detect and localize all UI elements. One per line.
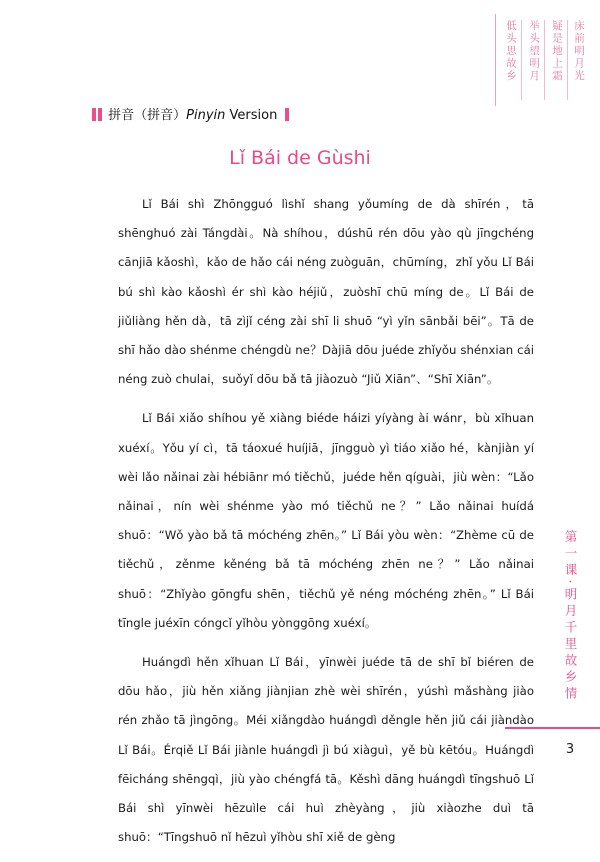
header-bar-marker xyxy=(98,108,102,121)
section-header-prefix: 拼音（拼音） xyxy=(108,108,187,123)
chapter-side-title: 第一课·明月千里故乡情 xyxy=(563,530,578,703)
page-title: Lǐ Bái de Gùshi xyxy=(229,147,371,169)
section-header-suffix: Version xyxy=(225,108,278,123)
decorative-poem-block xyxy=(495,14,592,106)
poem-divider xyxy=(521,20,522,100)
poem-line-1: 床前明月光 xyxy=(573,20,585,83)
page-number: 3 xyxy=(565,742,575,757)
body-text xyxy=(118,190,534,862)
poem-line-2: 疑是地上霜 xyxy=(551,20,563,83)
header-bar-marker xyxy=(92,108,96,121)
poem-divider xyxy=(544,20,545,100)
paragraph-2: Lǐ Bái xiǎo shíhou yě xiàng biéde háizi yíyàng ài wánr，bù xǐhuan xuéxí。Yǒu yí cì，tā táoxué huíjiā，jīngguò yì tiáo xiǎo hé，kànjiàn yí wèi lǎo nǎinai zài hébiānr mó tiěchǔ，juéde hěn qíguài，jiù wèn：“Lǎo nǎinai，nín wèi shénme yào mó tiěchǔ ne？” Lǎo nǎinai huídá shuō：“Wǒ yào bǎ tā móchéng zhēn。” Lǐ Bái yòu wèn：“Zhème cū de tiěchǔ，zěnme kěnéng bǎ tā móchéng zhēn ne？” Lǎo nǎinai shuō：“Zhǐyào gōngfu shēn，tiěchǔ yě néng móchéng zhēn。” Lǐ Bái tīngle juéxīn cóngcǐ yǐhòu yònggōng xuéxí。 xyxy=(118,411,534,630)
poem-line-3: 举头望明月 xyxy=(528,20,540,83)
section-header-italic: Pinyin xyxy=(186,108,226,123)
poem-line-4: 低头思故乡 xyxy=(505,20,517,83)
paragraph-1: Lǐ Bái shì Zhōngguó lìshǐ shang yǒumíng de dà shīrén，tā shēnghuó zài Tángdài。Nà shíhou，dúshū rén dōu yào qù jīngchéng cānjiā kǎoshì，kǎo de hǎo cái néng zuòguān，chūmíng，zhǐ yǒu Lǐ Bái bú shì kào kǎoshì ér shì kào héjiǔ，zuòshī chū míng de。Lǐ Bái de jiǔliàng hěn dà，tā zìjǐ céng zài shī li shuō “yì yǐn sānbǎi bēi”。Tā de shī hǎo dào shénme chéngdù ne？Dàjiā dōu juéde zhǐyǒu shénxian cái néng zuò chulai，suǒyǐ dōu bǎ tā jiàozuò “Jiǔ Xiān”、“Shī Xiān”。 xyxy=(118,197,534,387)
footer-divider xyxy=(505,727,600,729)
poem-divider xyxy=(567,20,568,100)
header-bar-marker xyxy=(285,108,289,121)
section-header xyxy=(92,104,291,123)
paragraph-3: Huángdì hěn xǐhuan Lǐ Bái，yīnwèi juéde tā de shī bǐ biéren de dōu hǎo，jiù hěn xiǎng jiànjian zhè wèi shīrén，yúshì mǎshàng jiào rén zhǎo tā jìngōng。Méi xiǎngdào huángdì děngle hěn jiǔ cái jiàndào Lǐ Bái。Érqiě Lǐ Bái jiànle huángdì jì bú xiàguì，yě bù kētóu。Huángdì fēicháng shēngqì，jiù yào chéngfá tā。Kěshì dāng huángdì tīngshuō Lǐ Bái shì yīnwèi hēzuìle cái huì zhèyàng，jiù xiàozhe duì tā shuō：“Tīngshuō nǐ hēzuì yǐhòu shī xiě de gèng xyxy=(118,655,534,845)
